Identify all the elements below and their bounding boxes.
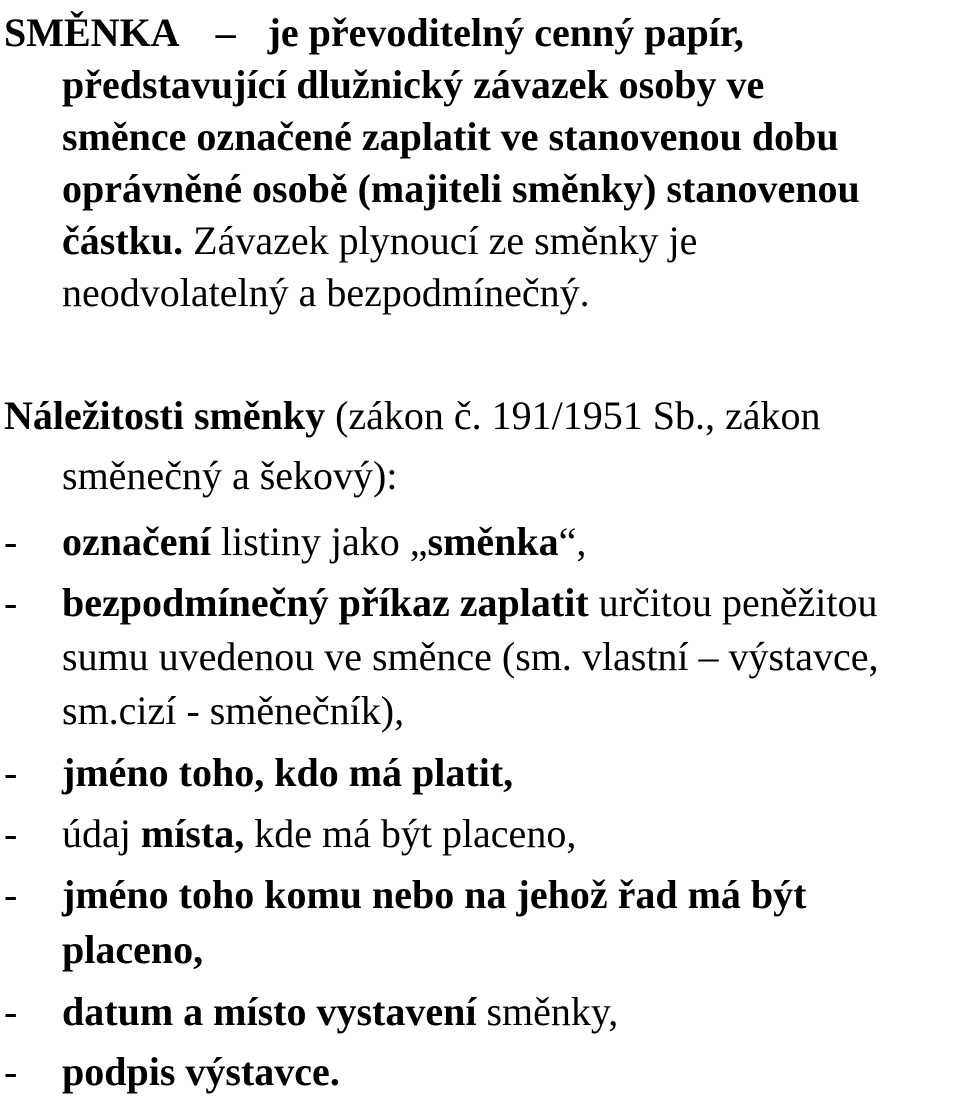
- item-bold-text: datum a místo vystavení: [62, 989, 477, 1034]
- item-text: směnky,: [476, 989, 619, 1034]
- bullet-dash: -: [4, 872, 18, 917]
- bullet-dash: -: [4, 811, 18, 856]
- list-item: [4, 866, 807, 924]
- list-item-continuation: sumu uvedenou ve směnce (sm. vlastní – výstavce,: [62, 634, 879, 679]
- item-bold-text: bezpodmínečný příkaz zaplatit: [62, 580, 589, 625]
- bullet-dash: -: [4, 580, 18, 625]
- item-bold-text: označení: [62, 519, 211, 564]
- definition-line-5: [62, 212, 697, 270]
- definition-line-1: [4, 4, 744, 62]
- list-item: [4, 744, 514, 802]
- list-item: [4, 574, 878, 632]
- item-bold-text: jméno toho komu nebo na jehož řad má být: [62, 872, 807, 917]
- item-text: určitou peněžitou: [588, 580, 878, 625]
- item-bold-text: podpis výstavce.: [62, 1049, 340, 1094]
- requirements-heading-rest: (zákon č. 191/1951 Sb., zákon: [325, 393, 821, 438]
- definition-line-4: oprávněné osobě (majiteli směnky) stanovenou: [62, 166, 860, 211]
- bullet-dash: -: [4, 750, 18, 795]
- definition-text: částku.: [62, 218, 184, 263]
- list-item: [4, 805, 577, 863]
- bullet-dash: -: [4, 989, 18, 1034]
- bullet-dash: -: [4, 519, 18, 564]
- requirements-heading: [4, 387, 821, 445]
- bullet-dash: -: [4, 1049, 18, 1094]
- definition-second-sentence: Závazek plynoucí ze směnky je: [193, 218, 698, 263]
- list-item: [4, 513, 587, 571]
- definition-dash: –: [215, 10, 236, 55]
- definition-text: je převoditelný cenný papír,: [267, 10, 744, 55]
- definition-line-6: neodvolatelný a bezpodmínečný.: [62, 270, 590, 315]
- item-text: kde má být placeno,: [244, 811, 577, 856]
- item-bold-text: místa,: [140, 811, 245, 856]
- item-text: “,: [558, 519, 587, 564]
- item-bold-text: jméno toho, kdo má platit,: [62, 750, 514, 795]
- definition-line-3: směnce označené zaplatit ve stanovenou dobu: [62, 114, 839, 159]
- list-item-continuation: sm.cizí - směnečník),: [62, 688, 405, 733]
- item-bold-text: směnka: [427, 519, 559, 564]
- list-item: [4, 983, 619, 1041]
- item-text: listiny jako „: [210, 519, 428, 564]
- definition-line-2: představující dlužnický závazek osoby ve: [62, 62, 765, 107]
- requirements-heading-bold: Náležitosti směnky: [4, 393, 326, 438]
- item-text: údaj: [62, 811, 141, 856]
- list-item-continuation: placeno,: [62, 927, 204, 972]
- requirements-heading-cont: směnečný a šekový):: [62, 453, 398, 498]
- definition-term: SMĚNKA: [4, 10, 180, 55]
- list-item: [4, 1043, 340, 1101]
